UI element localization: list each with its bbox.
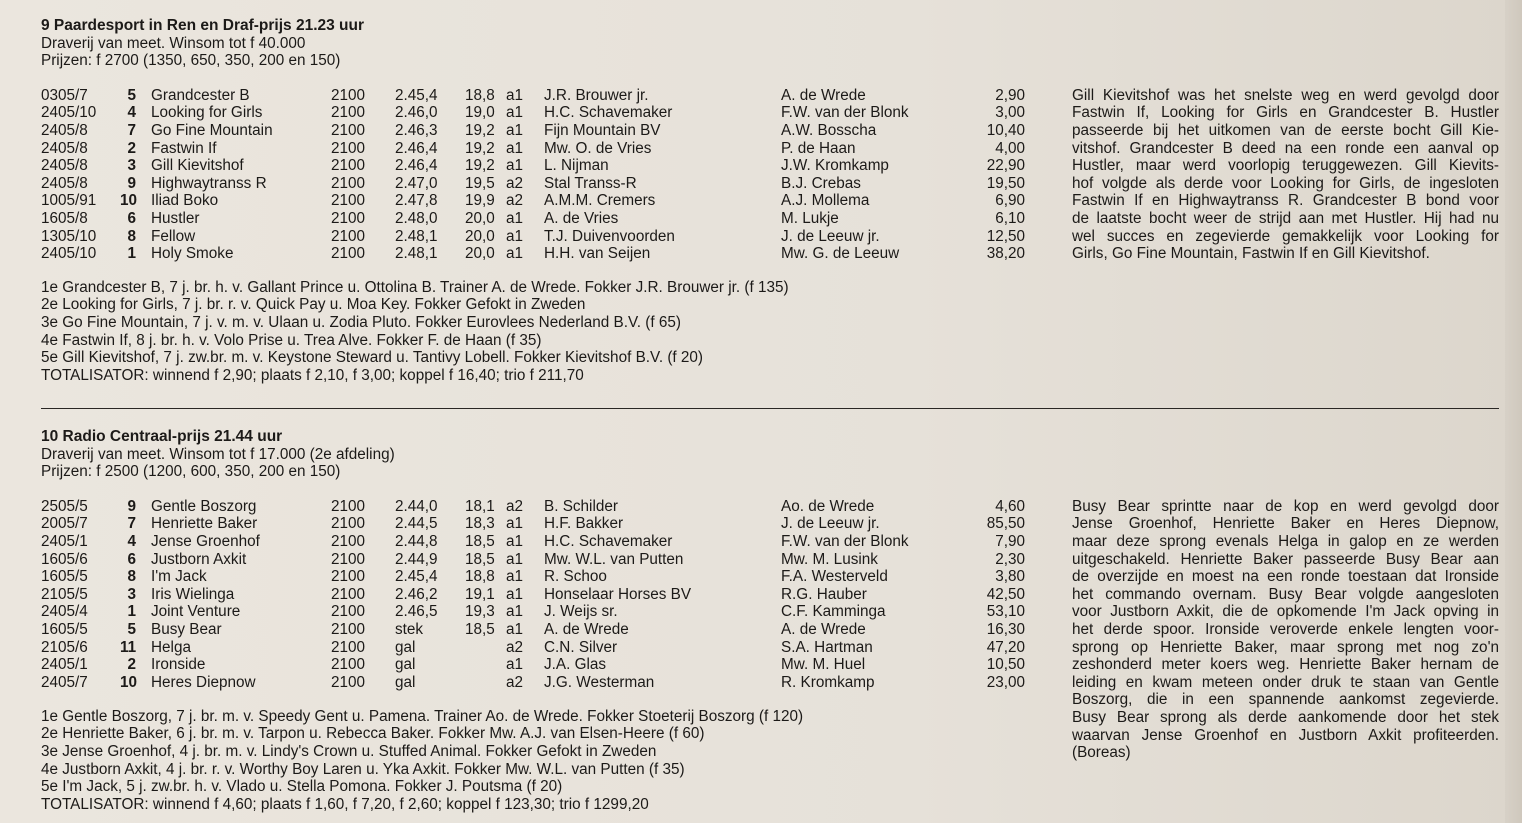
report-line: sprong op Henriette Baker, maar sprong met nog zo'n	[1072, 638, 1499, 656]
start-position: a1	[506, 121, 524, 139]
km-time: 19,2	[465, 157, 495, 175]
breeding-line: 2e Looking for Girls, 7 j. br. r. v. Quick Pay u. Moa Key. Fokker Gefokt in Zweden	[41, 296, 586, 314]
race-time: gal	[395, 673, 416, 691]
report-line: uitgeschakeld. Henriette Baker passeerde Busy Bear aan	[1072, 550, 1499, 568]
race-time: 2.44,9	[395, 550, 438, 568]
start-number: 6	[127, 209, 136, 227]
race-title: 9 Paardesport in Ren en Draf-prijs 21.23 uur	[41, 17, 365, 34]
entry-code: 2405/8	[41, 121, 88, 139]
start-number: 1	[127, 245, 136, 263]
race-time: 2.46,0	[395, 104, 438, 122]
owner-name: R. Schoo	[544, 568, 607, 586]
report-line: de laatste bocht weer de strijd aan met Hustler. Hij had nu	[1072, 209, 1499, 227]
breeding-line: 3e Jense Groenhof, 4 j. br. m. v. Lindy's Crown u. Stuffed Animal. Fokker Gefokt in Zweden	[41, 742, 657, 760]
race-prizes: Prijzen: f 2700 (1350, 650, 350, 200 en 150)	[41, 52, 341, 70]
horse-name: Gill Kievitshof	[151, 157, 244, 175]
distance: 2100	[331, 585, 366, 603]
km-time: 18,1	[465, 497, 495, 515]
race-time: gal	[395, 638, 416, 656]
km-time: 18,3	[465, 515, 495, 533]
horse-name: Grandcester B	[151, 86, 250, 104]
entry-code: 2405/1	[41, 532, 88, 550]
driver-name: A. de Wrede	[781, 620, 866, 638]
driver-name: A.W. Bosscha	[781, 121, 877, 139]
horse-name: Go Fine Mountain	[151, 121, 273, 139]
distance: 2100	[331, 497, 366, 515]
race-time: 2.44,0	[395, 497, 438, 515]
entry-code: 1605/6	[41, 550, 88, 568]
horse-name: I'm Jack	[151, 568, 207, 586]
start-position: a1	[506, 515, 524, 533]
report-line: vitshof. Grandcester B deed na een ronde een aanval op	[1072, 139, 1499, 157]
km-time: 18,8	[465, 86, 495, 104]
driver-name: R.G. Hauber	[781, 585, 867, 603]
distance: 2100	[331, 568, 366, 586]
entry-code: 1605/5	[41, 568, 88, 586]
km-time: 19,0	[465, 104, 495, 122]
report-line: Fastwin If en Highwaytranss R. Grandcester B bond voor	[1072, 192, 1499, 210]
odds: 23,00	[986, 673, 1025, 691]
owner-name: H.C. Schavemaker	[544, 532, 673, 550]
report-line: Hustler, maar werd voorlopig teruggewezen. Gill Kievits-	[1072, 157, 1499, 175]
owner-name: J.G. Westerman	[544, 673, 655, 691]
owner-name: A. de Vries	[544, 209, 619, 227]
odds: 16,30	[986, 620, 1025, 638]
km-time: 19,2	[465, 121, 495, 139]
report-line: voor Justborn Axkit, die de opkomende I'm Jack opving in	[1072, 603, 1499, 621]
race-time: gal	[395, 656, 416, 674]
breeding-line: 2e Henriette Baker, 6 j. br. m. v. Tarpon u. Rebecca Baker. Fokker Mw. A.J. van Elsen-Heere (f 60)	[41, 725, 705, 743]
breeding-line: 3e Go Fine Mountain, 7 j. v. m. v. Ulaan u. Zodia Pluto. Fokker Eurovlees Nederland B.V. (f 65)	[41, 313, 681, 331]
start-position: a2	[506, 192, 524, 210]
start-position: a2	[506, 497, 524, 515]
start-position: a1	[506, 620, 524, 638]
driver-name: R. Kromkamp	[781, 673, 875, 691]
race-time: 2.45,4	[395, 568, 438, 586]
odds: 22,90	[986, 157, 1025, 175]
distance: 2100	[331, 550, 366, 568]
odds: 19,50	[986, 174, 1025, 192]
start-number: 2	[127, 139, 136, 157]
race-time: 2.44,8	[395, 532, 438, 550]
start-number: 8	[127, 227, 136, 245]
odds: 3,80	[995, 568, 1025, 586]
start-number: 9	[127, 497, 136, 515]
race-report	[1072, 87, 1499, 263]
start-position: a2	[506, 638, 524, 656]
horse-name: Helga	[151, 638, 191, 656]
odds: 4,00	[995, 139, 1025, 157]
breeding-list	[41, 279, 1511, 385]
horse-name: Jense Groenhof	[151, 532, 260, 550]
owner-name: A. de Wrede	[544, 620, 629, 638]
odds: 7,90	[995, 532, 1025, 550]
distance: 2100	[331, 673, 366, 691]
distance: 2100	[331, 603, 366, 621]
report-line: passeerde bij het uitkomen van de eerste bocht Gill Kie-	[1072, 121, 1499, 139]
owner-name: J. Weijs sr.	[544, 603, 618, 621]
driver-name: J. de Leeuw jr.	[781, 515, 880, 533]
race-conditions: Draverij van meet. Winsom tot f 40.000	[41, 34, 306, 52]
km-time: 20,0	[465, 245, 495, 263]
start-number: 1	[127, 603, 136, 621]
driver-name: S.A. Hartman	[781, 638, 873, 656]
owner-name: Stal Transs-R	[544, 174, 637, 192]
race-time: 2.47,0	[395, 174, 438, 192]
km-time: 19,3	[465, 603, 495, 621]
driver-name: A.J. Mollema	[781, 192, 870, 210]
start-position: a1	[506, 585, 524, 603]
results-table	[41, 87, 1511, 263]
owner-name: J.R. Brouwer jr.	[544, 86, 649, 104]
odds: 2,30	[995, 550, 1025, 568]
driver-name: M. Lukje	[781, 209, 839, 227]
start-position: a1	[506, 139, 524, 157]
distance: 2100	[331, 515, 366, 533]
report-line: Girls, Go Fine Mountain, Fastwin If en Gill Kievitshof.	[1072, 245, 1430, 263]
start-number: 9	[127, 174, 136, 192]
report-line: het commando overnam. Busy Bear volgde aangesloten	[1072, 585, 1499, 603]
horse-name: Henriette Baker	[151, 515, 258, 533]
breeding-line: 4e Fastwin If, 8 j. br. h. v. Volo Prise u. Trea Alve. Fokker F. de Haan (f 35)	[41, 331, 542, 349]
owner-name: Mw. W.L. van Putten	[544, 550, 684, 568]
race-9-section	[41, 17, 1511, 384]
driver-name: F.W. van der Blonk	[781, 104, 909, 122]
km-time: 19,9	[465, 192, 495, 210]
distance: 2100	[331, 157, 366, 175]
start-position: a1	[506, 245, 524, 263]
owner-name: Mw. O. de Vries	[544, 139, 652, 157]
entry-code: 2405/7	[41, 673, 88, 691]
distance: 2100	[331, 104, 366, 122]
owner-name: L. Nijman	[544, 157, 609, 175]
race-prizes: Prijzen: f 2500 (1200, 600, 350, 200 en 150)	[41, 463, 341, 481]
distance: 2100	[331, 174, 366, 192]
start-number: 10	[120, 192, 138, 210]
driver-name: F.A. Westerveld	[781, 568, 888, 586]
start-position: a2	[506, 673, 524, 691]
entry-code: 2405/4	[41, 603, 88, 621]
entry-code: 2005/7	[41, 515, 88, 533]
report-line: hof volgde als derde voor Looking for Girls, de ingesloten	[1072, 174, 1499, 192]
race-time: 2.46,4	[395, 157, 438, 175]
driver-name: Mw. M. Huel	[781, 656, 866, 674]
odds: 53,10	[986, 603, 1025, 621]
start-position: a1	[506, 656, 524, 674]
start-position: a1	[506, 603, 524, 621]
horse-name: Gentle Boszorg	[151, 497, 257, 515]
breeding-line: 1e Gentle Boszorg, 7 j. br. m. v. Speedy Gent u. Pamena. Trainer Ao. de Wrede. Fokker Stoeterij Boszorg (f 120)	[41, 707, 804, 725]
distance: 2100	[331, 638, 366, 656]
distance: 2100	[331, 245, 366, 263]
report-line: maar deze sprong evenals Helga in galop en ze werden	[1072, 532, 1499, 550]
start-position: a1	[506, 550, 524, 568]
driver-name: Mw. G. de Leeuw	[781, 245, 900, 263]
odds: 47,20	[986, 638, 1025, 656]
km-time: 18,5	[465, 532, 495, 550]
entry-code: 2405/10	[41, 104, 97, 122]
entry-code: 2405/10	[41, 245, 97, 263]
odds: 4,60	[995, 497, 1025, 515]
race-10-section	[41, 428, 1511, 813]
odds: 12,50	[986, 227, 1025, 245]
entry-code: 2105/6	[41, 638, 88, 656]
start-number: 11	[120, 638, 137, 656]
owner-name: Fijn Mountain BV	[544, 121, 661, 139]
start-position: a1	[506, 227, 524, 245]
race-time: 2.46,5	[395, 603, 438, 621]
race-time: 2.47,8	[395, 192, 438, 210]
report-line: wel succes en zegevierde gemakkelijk voor Looking for	[1072, 227, 1499, 245]
odds: 38,20	[986, 245, 1025, 263]
owner-name: Honselaar Horses BV	[544, 585, 692, 603]
driver-name: Mw. M. Lusink	[781, 550, 878, 568]
owner-name: A.M.M. Cremers	[544, 192, 656, 210]
entry-code: 0305/7	[41, 86, 88, 104]
breeding-line: 4e Justborn Axkit, 4 j. br. r. v. Worthy Boy Laren u. Yka Axkit. Fokker Mw. W.L. van Putten (f 35)	[41, 760, 685, 778]
race-time: stek	[395, 620, 424, 638]
odds: 6,10	[995, 209, 1025, 227]
owner-name: C.N. Silver	[544, 638, 618, 656]
horse-name: Ironside	[151, 656, 206, 674]
start-number: 6	[127, 550, 136, 568]
breeding-line: 5e Gill Kievitshof, 7 j. zw.br. m. v. Keystone Steward u. Tantivy Lobell. Fokker Kievitshof B.V. (f 20)	[41, 349, 704, 367]
horse-name: Iliad Boko	[151, 192, 219, 210]
distance: 2100	[331, 532, 366, 550]
entry-code: 1305/10	[41, 227, 97, 245]
breeding-line: 5e I'm Jack, 5 j. zw.br. h. v. Vlado u. Stella Pomona. Fokker J. Poutsma (f 20)	[41, 778, 563, 796]
driver-name: P. de Haan	[781, 139, 856, 157]
owner-name: J.A. Glas	[544, 656, 607, 674]
horse-name: Iris Wielinga	[151, 585, 235, 603]
entry-code: 2405/8	[41, 157, 88, 175]
race-time: 2.48,0	[395, 209, 438, 227]
report-line: Jense Groenhof, Henriette Baker en Heres Diepnow,	[1072, 515, 1499, 533]
entry-code: 1605/5	[41, 620, 88, 638]
start-number: 2	[127, 656, 136, 674]
report-line: zeshonderd meter koers weg. Henriette Baker hernam de	[1072, 656, 1499, 674]
race-time: 2.48,1	[395, 245, 438, 263]
report-line: Fastwin If, Looking for Girls en Grandcester B. Hustler	[1072, 104, 1499, 122]
race-time: 2.44,5	[395, 515, 438, 533]
report-line: waarvan Jense Groenhof en Justborn Axkit profiteerden.	[1072, 726, 1499, 744]
odds: 10,40	[986, 121, 1025, 139]
race-title: 10 Radio Centraal-prijs 21.44 uur	[41, 428, 283, 445]
distance: 2100	[331, 209, 366, 227]
start-position: a1	[506, 86, 524, 104]
report-line: Gill Kievitshof was het snelste weg en werd gevolgd door	[1072, 86, 1499, 104]
start-number: 8	[127, 568, 136, 586]
start-number: 4	[127, 104, 136, 122]
distance: 2100	[331, 656, 366, 674]
entry-code: 2505/5	[41, 497, 88, 515]
horse-name: Busy Bear	[151, 620, 222, 638]
race-time: 2.48,1	[395, 227, 438, 245]
km-time: 18,5	[465, 620, 495, 638]
report-line: Busy Bear sprong als derde aankomende door het stek	[1072, 708, 1499, 726]
km-time: 20,0	[465, 209, 495, 227]
totalisator-line: TOTALISATOR: winnend f 2,90; plaats f 2,10, f 3,00; koppel f 16,40; trio f 211,70	[41, 366, 584, 384]
entry-code: 2405/8	[41, 139, 88, 157]
start-position: a2	[506, 174, 524, 192]
distance: 2100	[331, 192, 366, 210]
race-time: 2.46,2	[395, 585, 438, 603]
report-line: de overzijde en moest na een ronde toestaan dat Ironside	[1072, 568, 1499, 586]
breeding-line: 1e Grandcester B, 7 j. br. h. v. Gallant Prince u. Ottolina B. Trainer A. de Wrede. Fokker J.R. Brouwer jr. (f 135)	[41, 278, 789, 296]
owner-name: B. Schilder	[544, 497, 618, 515]
km-time: 19,1	[465, 585, 495, 603]
odds: 42,50	[986, 585, 1025, 603]
driver-name: J. de Leeuw jr.	[781, 227, 880, 245]
km-time: 19,2	[465, 139, 495, 157]
odds: 85,50	[986, 515, 1025, 533]
driver-name: Ao. de Wrede	[781, 497, 875, 515]
start-number: 7	[127, 121, 136, 139]
start-position: a1	[506, 104, 524, 122]
report-line: Busy Bear sprintte naar de kop en werd gevolgd door	[1072, 497, 1499, 515]
horse-name: Hustler	[151, 209, 200, 227]
report-line: het derde spoor. Ironside veroverde enkele lengten voor-	[1072, 620, 1499, 638]
horse-name: Holy Smoke	[151, 245, 234, 263]
horse-name: Fastwin If	[151, 139, 217, 157]
horse-name: Joint Venture	[151, 603, 241, 621]
odds: 2,90	[995, 86, 1025, 104]
race-report	[1072, 498, 1499, 762]
distance: 2100	[331, 227, 366, 245]
start-position: a1	[506, 157, 524, 175]
start-number: 5	[127, 620, 136, 638]
start-number: 10	[120, 673, 138, 691]
section-divider	[41, 408, 1499, 409]
horse-name: Looking for Girls	[151, 104, 263, 122]
km-time: 19,5	[465, 174, 495, 192]
driver-name: A. de Wrede	[781, 86, 866, 104]
race-time: 2.46,3	[395, 121, 438, 139]
race-time: 2.46,4	[395, 139, 438, 157]
driver-name: B.J. Crebas	[781, 174, 861, 192]
race-time: 2.45,4	[395, 86, 438, 104]
odds: 10,50	[986, 656, 1025, 674]
horse-name: Fellow	[151, 227, 196, 245]
driver-name: F.W. van der Blonk	[781, 532, 909, 550]
start-number: 3	[127, 585, 136, 603]
entry-code: 1005/91	[41, 192, 97, 210]
race-conditions: Draverij van meet. Winsom tot f 17.000 (2e afdeling)	[41, 445, 395, 463]
horse-name: Heres Diepnow	[151, 673, 256, 691]
entry-code: 1605/8	[41, 209, 88, 227]
totalisator-line: TOTALISATOR: winnend f 4,60; plaats f 1,60, f 7,20, f 2,60; koppel f 123,30; trio f 1299,20	[41, 795, 649, 813]
odds: 6,90	[995, 192, 1025, 210]
start-number: 3	[127, 157, 136, 175]
km-time: 18,5	[465, 550, 495, 568]
distance: 2100	[331, 86, 366, 104]
distance: 2100	[331, 121, 366, 139]
owner-name: H.C. Schavemaker	[544, 104, 673, 122]
owner-name: H.H. van Seijen	[544, 245, 651, 263]
odds: 3,00	[995, 104, 1025, 122]
start-number: 5	[127, 86, 136, 104]
start-position: a1	[506, 532, 524, 550]
owner-name: T.J. Duivenvoorden	[544, 227, 675, 245]
entry-code: 2105/5	[41, 585, 88, 603]
start-position: a1	[506, 209, 524, 227]
report-line: leiding en kwam meteen onder druk te staan van Gentle	[1072, 673, 1499, 691]
report-line: (Boreas)	[1072, 744, 1131, 762]
distance: 2100	[331, 620, 366, 638]
entry-code: 2405/1	[41, 656, 88, 674]
horse-name: Highwaytranss R	[151, 174, 267, 192]
km-time: 20,0	[465, 227, 495, 245]
driver-name: J.W. Kromkamp	[781, 157, 889, 175]
km-time: 18,8	[465, 568, 495, 586]
owner-name: H.F. Bakker	[544, 515, 624, 533]
start-position: a1	[506, 568, 524, 586]
entry-code: 2405/8	[41, 174, 88, 192]
distance: 2100	[331, 139, 366, 157]
start-number: 4	[127, 532, 136, 550]
report-line: Boszorg, die in een spannende aankomst zegevierde.	[1072, 691, 1499, 709]
horse-name: Justborn Axkit	[151, 550, 247, 568]
driver-name: C.F. Kamminga	[781, 603, 886, 621]
start-number: 7	[127, 515, 136, 533]
